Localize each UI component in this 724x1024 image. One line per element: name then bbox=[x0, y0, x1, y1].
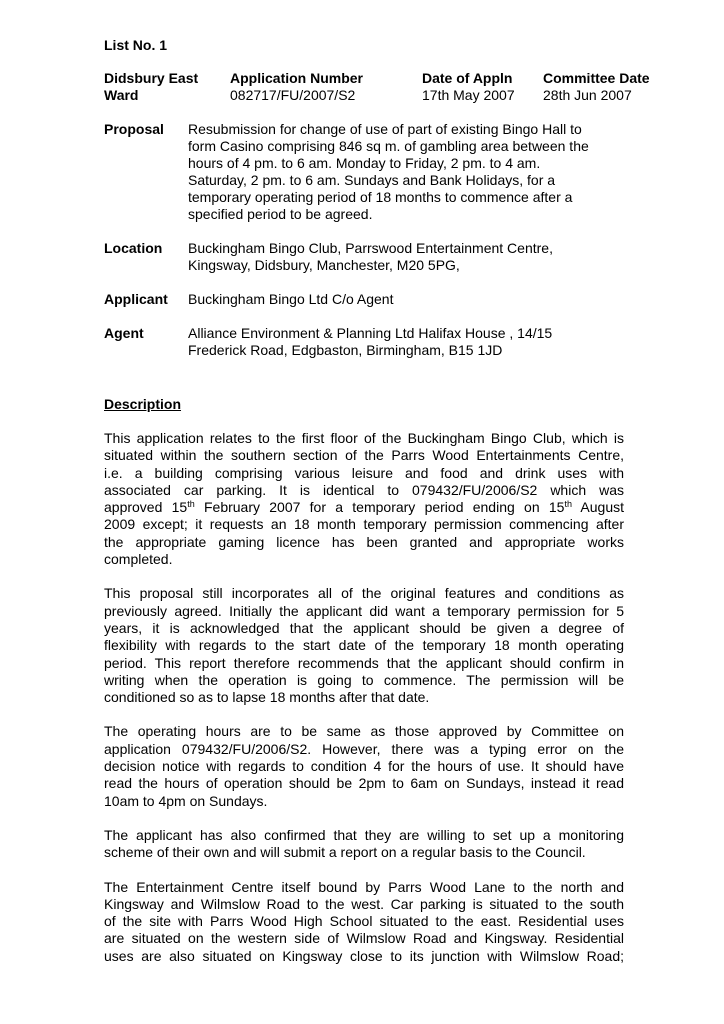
paragraph-line: conditioned so as to lapse 18 months after that date. bbox=[104, 689, 430, 706]
text-fragment: February 2007 for a temporary period ending on 15 bbox=[194, 499, 565, 516]
paragraph-line: application 079432/FU/2006/S2. However, there was a typing error on the bbox=[104, 740, 624, 757]
committee-date-label: Committee Date bbox=[543, 70, 650, 86]
proposal-line: form Casino comprising 846 sq m. of gambling area between the bbox=[188, 138, 589, 154]
location-label: Location bbox=[104, 240, 163, 256]
paragraph-line: Kingsway and Wilmslow Road to the west. Car parking is situated to the south bbox=[104, 895, 624, 912]
applicant-text: Buckingham Bingo Ltd C/o Agent bbox=[188, 291, 394, 307]
paragraph-line: 2009 except; it requests an 18 month temporary permission commencing after bbox=[104, 516, 624, 533]
document-page bbox=[104, 36, 650, 965]
list-number: List No. 1 bbox=[104, 37, 168, 53]
date-appln: 17th May 2007 bbox=[422, 87, 515, 103]
paragraph-line: 10am to 4pm on Sundays. bbox=[104, 792, 268, 809]
proposal-text bbox=[188, 121, 624, 223]
application-header bbox=[104, 70, 650, 104]
paragraph-line: are situated on the western side of Wilmslow Road and Kingsway. Residential bbox=[104, 930, 624, 947]
date-appln-label: Date of Appln bbox=[422, 70, 513, 86]
paragraph-line: previously agreed. Initially the applicant did want a temporary permission for 5 bbox=[104, 602, 624, 619]
paragraph-line: The Entertainment Centre itself bound by Parrs Wood Lane to the north and bbox=[104, 878, 624, 895]
agent-label: Agent bbox=[104, 325, 144, 341]
paragraph-line: The applicant has also confirmed that they are willing to set up a monitoring bbox=[104, 826, 624, 843]
description-paragraph-5 bbox=[104, 879, 624, 965]
paragraph-line: uses are also situated on Kingsway close to its junction with Wilmslow Road; bbox=[104, 947, 624, 964]
proposal-line: Saturday, 2 pm. to 6 am. Sundays and Bank Holidays, for a bbox=[188, 172, 556, 188]
agent-line: Frederick Road, Edgbaston, Birmingham, B15 1JD bbox=[188, 342, 503, 358]
paragraph-line bbox=[104, 499, 624, 516]
applicant-field bbox=[104, 291, 624, 308]
location-text bbox=[188, 240, 624, 274]
agent-line: Alliance Environment & Planning Ltd Halifax House , 14/15 bbox=[188, 325, 553, 341]
paragraph-line: of the site with Parrs Wood High School situated to the east. Residential uses bbox=[104, 913, 624, 930]
paragraph-line: This application relates to the first floor of the Buckingham Bingo Club, which is bbox=[104, 430, 624, 446]
location-field bbox=[104, 240, 624, 274]
paragraph-line: scheme of their own and will submit a report on a regular basis to the Council. bbox=[104, 844, 586, 861]
paragraph-line: writing when the operation is going to commence. The permission will be bbox=[104, 671, 624, 688]
paragraph-line: situated within the southern section of the Parrs Wood Entertainments Centre, bbox=[104, 447, 624, 464]
description-paragraph-1 bbox=[104, 430, 624, 568]
paragraph-line: read the hours of operation should be 2pm to 6am on Sundays, instead it read bbox=[104, 775, 624, 792]
agent-text bbox=[188, 325, 624, 359]
proposal-line: temporary operating period of 18 months to commence after a bbox=[188, 189, 573, 205]
paragraph-line: decision notice with regards to condition 4 for the hours of use. It should have bbox=[104, 758, 624, 775]
paragraph-line: years, it is acknowledged that the applicant should be given a degree of bbox=[104, 619, 624, 636]
proposal-field bbox=[104, 121, 624, 223]
committee-date: 28th Jun 2007 bbox=[543, 87, 632, 103]
paragraph-line: associated car parking. It is identical to 079432/FU/2006/S2 which was bbox=[104, 481, 624, 498]
description-paragraph-4 bbox=[104, 827, 624, 862]
app-number-label: Application Number bbox=[230, 70, 364, 86]
description-heading: Description bbox=[104, 396, 182, 412]
applicant-label: Applicant bbox=[104, 291, 168, 307]
proposal-label: Proposal bbox=[104, 121, 164, 137]
app-number: 082717/FU/2007/S2 bbox=[230, 87, 356, 103]
paragraph-line: flexibility with regards to the start date of the temporary 18 month operating bbox=[104, 637, 624, 654]
proposal-line: specified period to be agreed. bbox=[188, 206, 373, 222]
description-paragraph-3 bbox=[104, 723, 624, 809]
paragraph-line: The operating hours are to be same as those approved by Committee on bbox=[104, 723, 624, 740]
paragraph-line: i.e. a building comprising various leisure and food and drink uses with bbox=[104, 464, 624, 481]
location-line: Buckingham Bingo Club, Parrswood Entertainment Centre, bbox=[188, 240, 553, 256]
paragraph-line: the appropriate gaming licence has been granted and appropriate works bbox=[104, 533, 624, 550]
ward-label: Didsbury East bbox=[104, 70, 199, 86]
agent-field bbox=[104, 325, 624, 359]
ordinal-suffix: th bbox=[564, 499, 572, 510]
proposal-line: hours of 4 pm. to 6 am. Monday to Friday, 2 pm. to 4 am. bbox=[188, 155, 541, 171]
paragraph-line: This proposal still incorporates all of the original features and conditions as bbox=[104, 585, 624, 602]
text-fragment: approved 15 bbox=[104, 499, 188, 516]
proposal-line: Resubmission for change of use of part of existing Bingo Hall to bbox=[188, 121, 582, 137]
ordinal-suffix: th bbox=[187, 499, 195, 510]
description-paragraph-2 bbox=[104, 585, 624, 706]
paragraph-line: period. This report therefore recommends that the applicant should confirm in bbox=[104, 654, 624, 671]
location-line: Kingsway, Didsbury, Manchester, M20 5PG, bbox=[188, 257, 460, 273]
paragraph-line: completed. bbox=[104, 551, 173, 568]
text-fragment: August bbox=[571, 499, 625, 516]
ward-label-2: Ward bbox=[104, 87, 139, 103]
